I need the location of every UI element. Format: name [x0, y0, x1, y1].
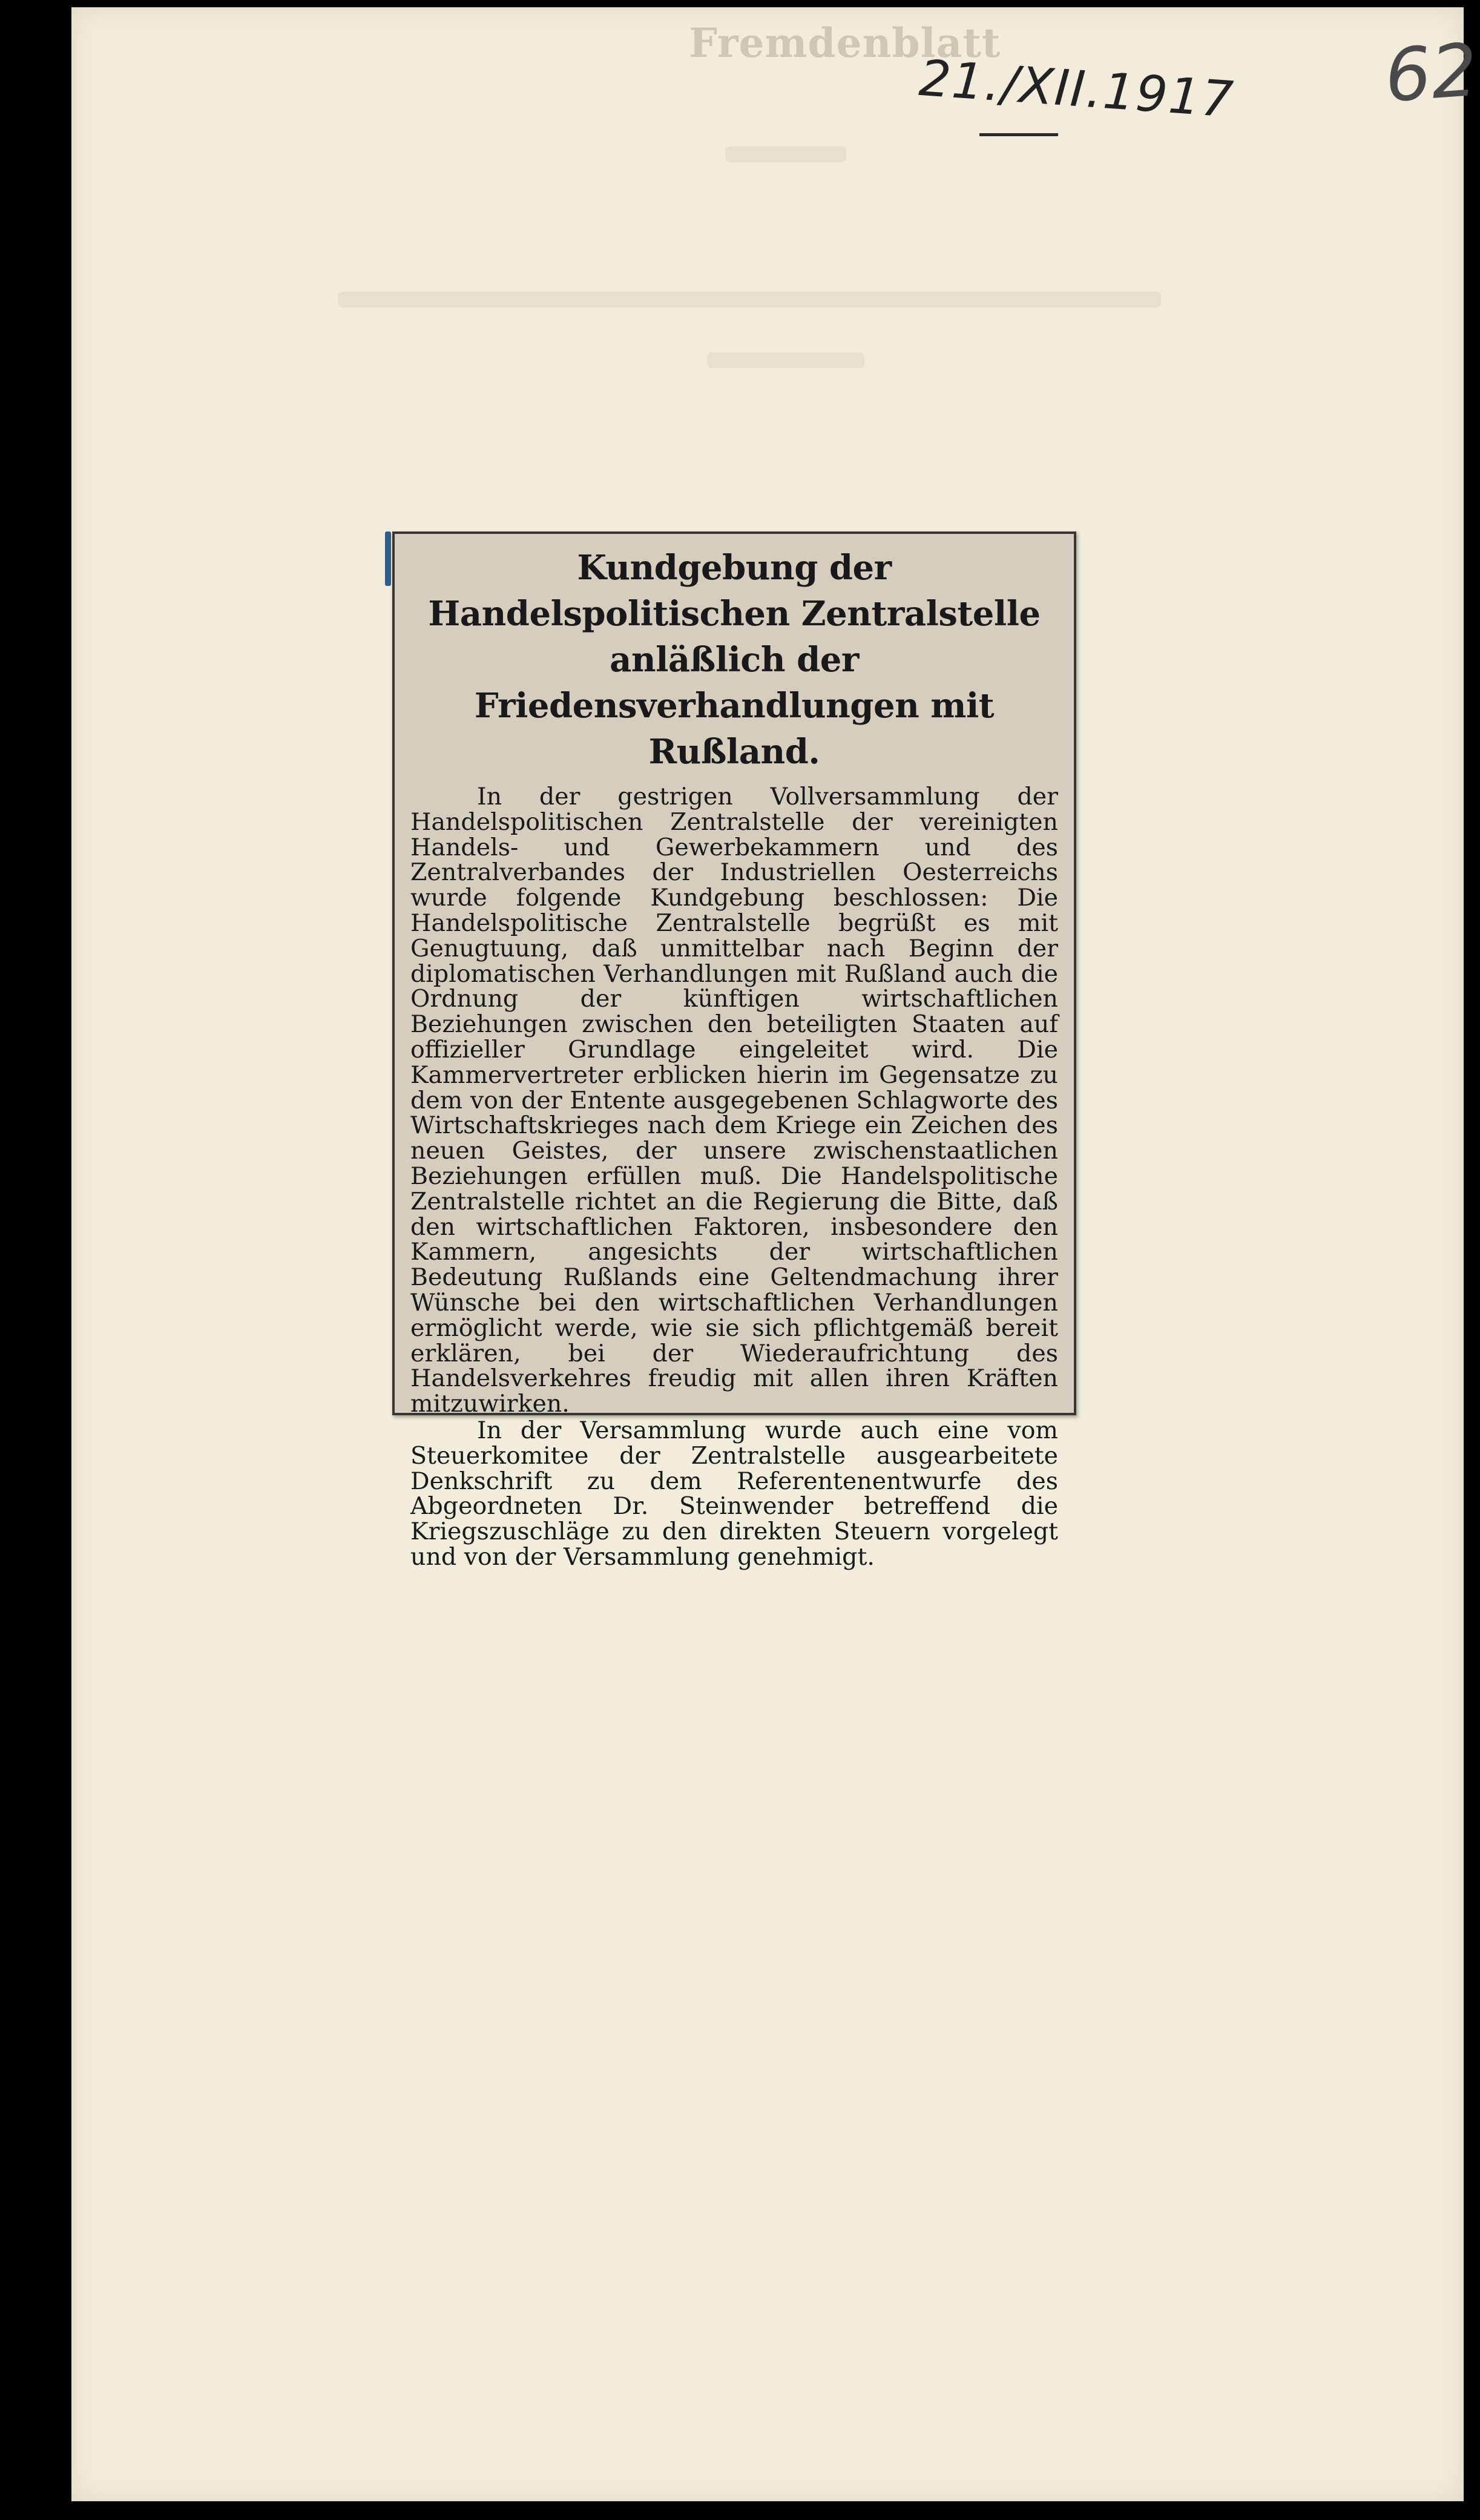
newspaper-clipping — [392, 531, 1076, 1571]
handwritten-date: 21./XII.1917 — [917, 49, 1237, 130]
clipping-paragraph: In der gestrigen Vollversammlung der Handelspolitischen Zentralstelle der vereinigten Handels- und Gewerbekammern und des Zentralverbandes der Industriellen Oesterreichs wurde folgende Kundgebung beschlossen: Die Handelspolitische Zentralstelle begrüßt es mit Genugtuung, daß unmittelbar nach Beginn der diplomatischen Verhandlungen mit Rußland auch die Ordnung der künftigen wirtschaftlichen Beziehungen zwischen den beteiligten Staaten auf offizieller Grundlage eingeleitet wird. Die Kammervertreter erblicken hierin im Gegensatze zu dem von der Entente ausgegebenen Schlagworte des Wirtschaftskrieges nach dem Kriege ein Zeichen des neuen Geistes, der unsere zwischenstaatlichen Beziehungen erfüllen muß. Die Handelspolitische Zentralstelle richtet an die Regierung die Bitte, daß den wirtschaftlichen Faktoren, insbesondere den Kammern, angesichts der wirtschaftlichen Bedeutung Rußlands eine Geltendmachung ihrer Wünsche bei den wirtschaftlichen Verhandlungen ermöglicht werde, wie sie sich pflichtgemäß bereit erklären, bei der Wiederaufrichtung des Handelsverkehres freudig mit allen ihren Kräften mitzuwirken. — [410, 783, 1058, 1418]
faded-stamp-line — [338, 292, 1161, 308]
faded-stamp-line — [725, 146, 846, 162]
folio-number: 62 — [1382, 28, 1480, 119]
newspaper-stamp: Fremdenblatt — [689, 19, 1001, 67]
blue-pencil-mark — [385, 531, 391, 586]
clipping-headline: Kundgebung der Handelspolitischen Zentralstelle anläßlich der Friedensverhandlungen mit Rußland. — [428, 548, 1041, 772]
date-underline — [979, 133, 1058, 136]
faded-stamp-line — [707, 352, 864, 368]
clipping-paragraph: In der Versammlung wurde auch eine vom Steuerkomitee der Zentralstelle ausgearbeitete Denkschrift zu dem Referentenentwurfe des Abgeordneten Dr. Steinwender betreffend die Kriegszuschläge zu den direkten Steuern vorgelegt und von der Versammlung genehmigt. — [410, 1416, 1058, 1571]
